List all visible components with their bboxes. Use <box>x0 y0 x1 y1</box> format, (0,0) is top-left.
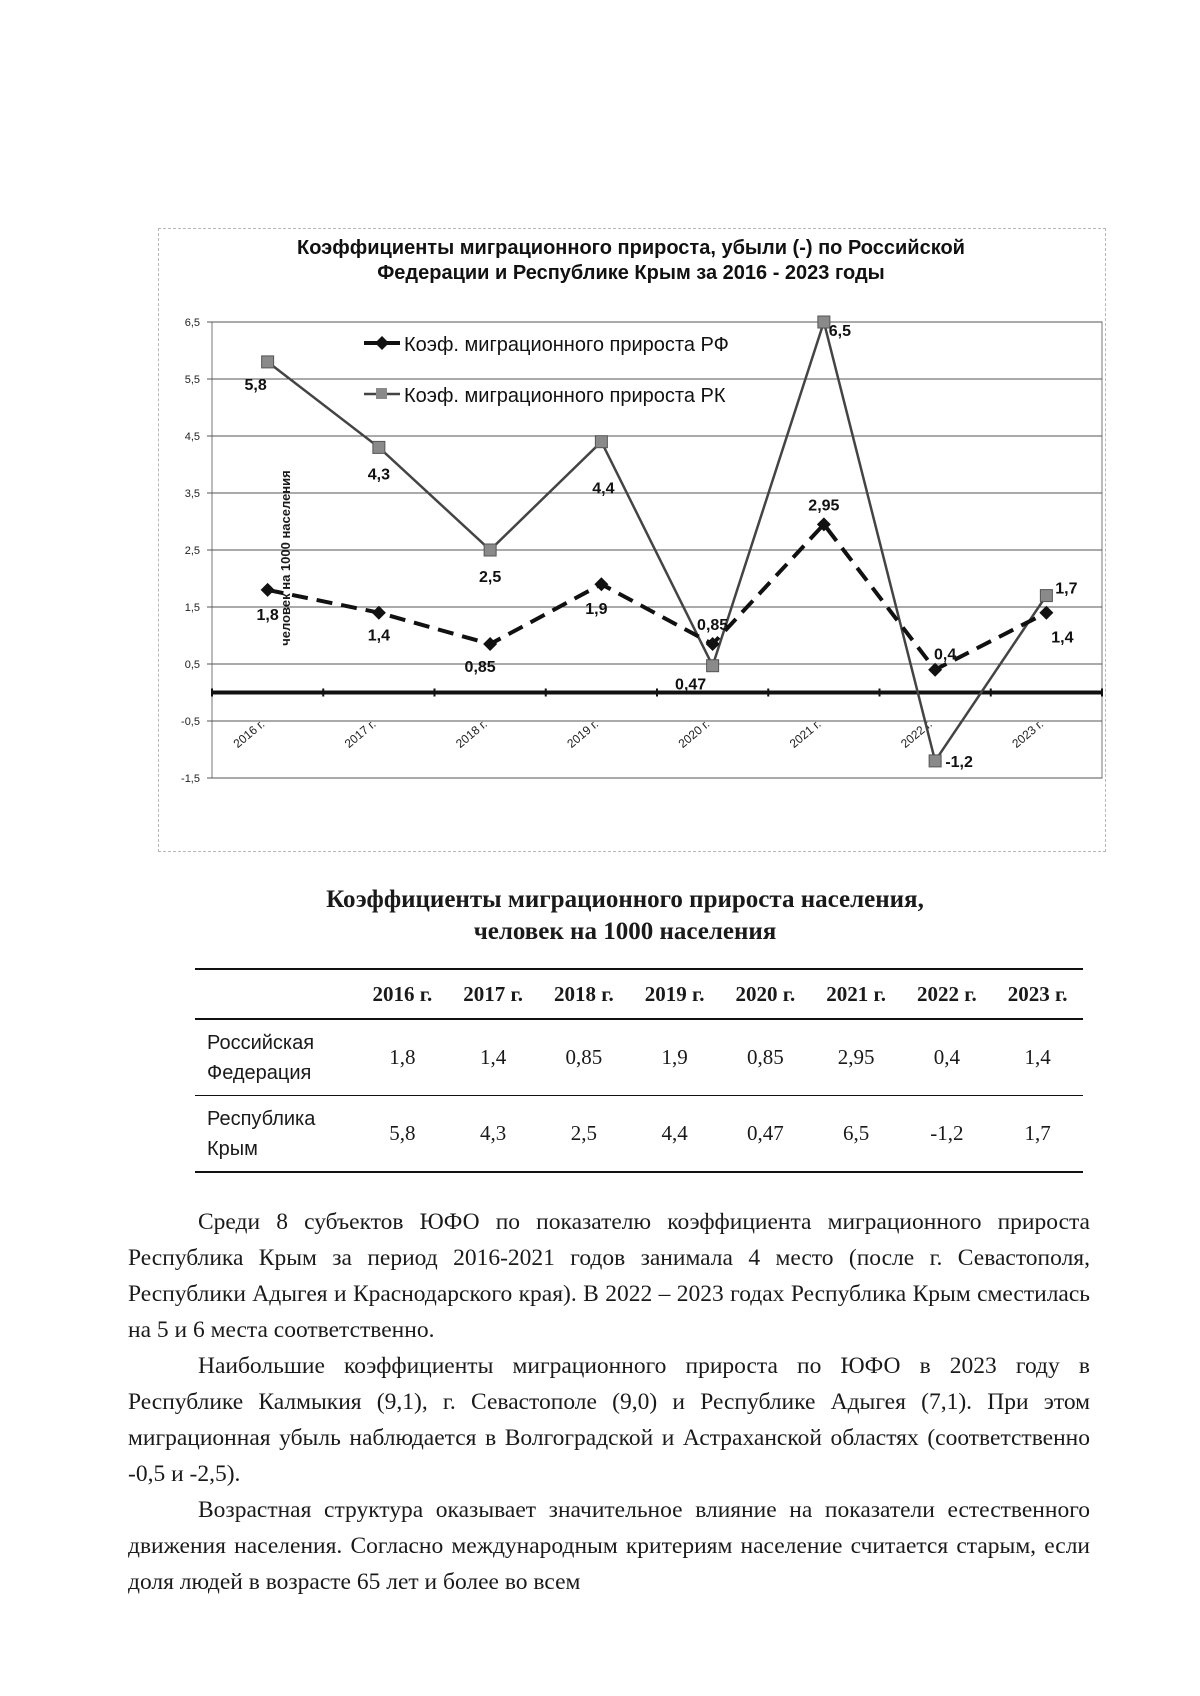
cell: 4,3 <box>480 1121 507 1145</box>
header-2022: 2022 г. <box>917 981 977 1006</box>
series-line-rf <box>268 524 1047 669</box>
cell: 0,4 <box>933 1045 960 1069</box>
x-tick-label: 2022 г. <box>898 716 935 751</box>
marker-rf <box>928 663 942 677</box>
data-label-rk: 6,5 <box>828 323 851 340</box>
cell: 1,4 <box>480 1045 507 1069</box>
marker-rk <box>1040 590 1052 602</box>
cell: 1,7 <box>1024 1121 1051 1145</box>
row-name <box>195 1096 357 1173</box>
paragraph: Возрастная структура оказывает значительное влияние на показатели естественного движения населения. Согласно международным критериям население считается старым, если доля людей в возрасте 65 лет и более во всем <box>128 1497 1090 1595</box>
cell: 6,5 <box>843 1121 870 1145</box>
data-label-rk: 2,5 <box>479 569 502 586</box>
row-name-line1: Российская <box>207 1031 315 1054</box>
x-tick-label: 2023 г. <box>1009 716 1047 751</box>
y-tick-labels <box>181 317 200 785</box>
header-2023: 2023 г. <box>1007 981 1068 1006</box>
cell: 0,85 <box>747 1045 784 1069</box>
legend <box>364 334 729 407</box>
table-row <box>195 1019 1083 1096</box>
data-label-rk: -1,2 <box>945 753 973 771</box>
data-label-rk: 5,8 <box>244 376 267 394</box>
header-2021: 2021 г. <box>826 981 886 1006</box>
cell: 2,95 <box>837 1045 875 1069</box>
header-2016: 2016 г. <box>372 981 433 1006</box>
cell: 5,8 <box>389 1121 416 1145</box>
data-label-rf: 1,4 <box>367 627 390 645</box>
header-2020: 2020 г. <box>735 981 796 1006</box>
marker-rf <box>372 606 386 620</box>
data-label-rf: 1,4 <box>1051 629 1074 647</box>
y-tick-label: 4,5 <box>184 431 200 443</box>
y-tick-label: -0,5 <box>181 716 200 728</box>
data-label-rf: 0,4 <box>934 646 957 664</box>
data-label-rk: 4,3 <box>367 466 390 484</box>
data-label-rk: 0,47 <box>675 676 707 694</box>
chart-title-line2: Федерации и Республике Крым за 2016 - 2023 годы <box>377 262 885 284</box>
table-header-row <box>195 969 1083 1019</box>
header-2019: 2019 г. <box>644 981 705 1006</box>
row-name-line2: Федерация <box>207 1061 312 1084</box>
row-name <box>195 1019 357 1096</box>
y-tick-label: -1,5 <box>181 773 200 785</box>
legend-label-rk: Коэф. миграционного прироста РК <box>404 385 726 407</box>
marker-rf <box>261 583 275 597</box>
x-tick-label: 2020 г. <box>675 716 713 751</box>
table-row <box>195 1096 1083 1173</box>
marker-rk <box>262 356 274 368</box>
row-name-line2: Крым <box>207 1137 258 1160</box>
cell: 1,4 <box>1024 1045 1051 1069</box>
row-name-line1: Республика <box>207 1107 316 1130</box>
x-tick-label: 2016 г. <box>230 716 268 751</box>
y-tick-label: 0,5 <box>184 659 200 671</box>
y-tick-label: 6,5 <box>184 317 200 329</box>
data-label-rf: 0,85 <box>697 617 729 635</box>
marker-rk <box>484 544 496 556</box>
x-tick-label: 2018 г. <box>453 716 490 751</box>
marker-rf <box>1039 606 1053 620</box>
data-label-rf: 0,85 <box>464 659 496 677</box>
series-layer <box>261 316 1054 767</box>
cell: 1,8 <box>389 1045 416 1069</box>
marker-rk <box>929 755 941 767</box>
y-axis-title: человек на 1000 населения <box>278 470 293 646</box>
data-label-rf: 1,8 <box>256 606 279 624</box>
header-empty <box>195 969 357 1019</box>
cell: 4,4 <box>661 1121 688 1145</box>
marker-rk <box>373 441 385 453</box>
paragraph: Среди 8 субъектов ЮФО по показателю коэффициента миграционного прироста Республика Крым за период 2016-2021 годов занимала 4 место (после г. Севастополя, Республики Адыгея и Краснодарского края). В 2022 – 2023 годах Республика Крым сместилась на 5 и 6 места соответственно. <box>128 1209 1090 1343</box>
body-text <box>128 1204 1090 1600</box>
cell: 0,85 <box>565 1045 603 1069</box>
table-title-line2: человек на 1000 населения <box>473 918 777 945</box>
marker-rk <box>595 436 607 448</box>
data-label-rk: 1,7 <box>1055 580 1078 598</box>
header-2017: 2017 г. <box>463 981 523 1006</box>
data-label-rf: 1,9 <box>585 601 608 619</box>
cell: -1,2 <box>930 1121 964 1145</box>
cell: 0,47 <box>747 1121 784 1145</box>
x-tick-labels <box>231 717 1047 751</box>
y-tick-label: 3,5 <box>184 488 200 500</box>
y-tick-label: 2,5 <box>184 545 200 557</box>
cell: 2,5 <box>570 1121 597 1145</box>
cell: 1,9 <box>661 1045 688 1069</box>
x-tick-label: 2021 г. <box>786 716 824 751</box>
legend-marker-rf <box>375 336 389 350</box>
header-2018: 2018 г. <box>554 981 614 1006</box>
marker-rk <box>707 660 719 672</box>
table-title-line1: Коэффициенты миграционного прироста населения, <box>326 886 924 913</box>
legend-marker-rk <box>376 388 387 399</box>
data-label-rf: 2,95 <box>808 497 840 515</box>
paragraph: Наибольшие коэффициенты миграционного прироста по ЮФО в 2023 году в Республике Калмыкия (9,1), г. Севастополе (9,0) и Республике Адыгея (7,1). При этом миграционная убыль наблюдается в Волгоградской и Астраханской областях (соответственно -0,5 и -2,5). <box>128 1353 1090 1487</box>
legend-label-rf: Коэф. миграционного прироста РФ <box>404 334 729 356</box>
chart-title-line1: Коэффициенты миграционного прироста, убыли (-) по Российской <box>297 237 965 259</box>
y-tick-label: 5,5 <box>184 374 200 386</box>
data-label-rk: 4,4 <box>592 480 615 498</box>
y-tick-label: 1,5 <box>184 602 200 614</box>
table-title <box>200 884 1050 948</box>
data-table <box>195 968 1083 1173</box>
x-tick-label: 2017 г. <box>341 716 379 751</box>
x-tick-label: 2019 г. <box>564 716 602 751</box>
